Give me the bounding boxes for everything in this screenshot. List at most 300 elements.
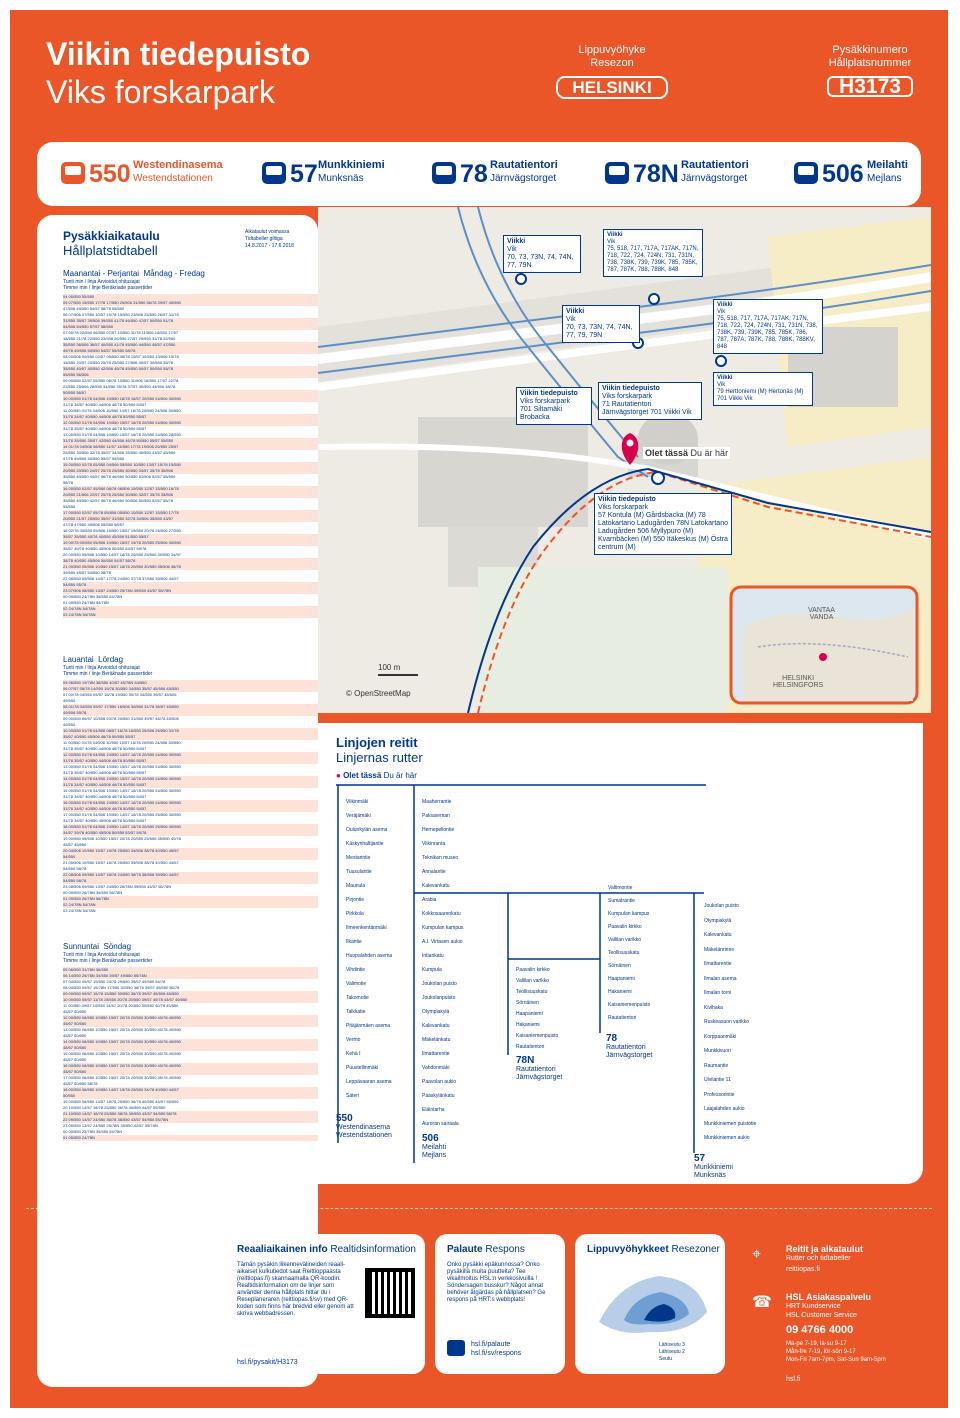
route-stop: Kumpulan kampus [422, 925, 464, 931]
zone-badge: HELSINKI [556, 76, 667, 99]
timetable-row: 35/550 40/57 40/550 42/506 45/78 45/550 50/57 50/550 55/78 [63, 366, 318, 372]
route-column-78 [608, 885, 688, 1028]
line-destination: Rautatientori Järnvägstorget [681, 159, 749, 184]
timetable-row: 31/78 34/57 40/550 44/506 46/78 50/550 54/57 [63, 806, 318, 812]
timetable-row: 02 24/78N 54/78N [63, 902, 318, 908]
timetable-row: 45/57 50/550 [63, 1069, 318, 1075]
route-end-506: 506 Meilahti Mejlans [422, 1133, 447, 1159]
route-stop: Vallilan varikko [516, 978, 549, 984]
qr-code-icon[interactable] [365, 1268, 415, 1318]
route-stop: Joukolan puisto [422, 981, 457, 987]
route-stop: Hakaniemi [516, 1022, 540, 1028]
realtime-title: Reaaliaikainen info Realtidsinformation [237, 1244, 416, 1255]
chat-icon [447, 1340, 465, 1356]
zone-map [589, 1262, 713, 1342]
line-bar [37, 142, 921, 206]
route-stop: Arabia [422, 897, 437, 903]
timetable-row: 21 00/550 05/506 10/550 15/57 18/78 20/550 30/550 35/506 38/78 [63, 564, 318, 570]
timetable-row: 31/78 35/57 40/550 44/506 46/78 50/550 55/57 [63, 426, 147, 431]
timetable-row: 12 00/550 06/550 10/550 15/57 20/78 20/550 30/550 40/78 40/550 [63, 1015, 318, 1021]
route-stop: Ruskeasuon varikko [704, 1019, 750, 1025]
map-credit: © OpenStreetMap [346, 689, 411, 698]
route-stop: Paavolan aukio [422, 1079, 457, 1085]
zone-legend [659, 1342, 685, 1363]
timetable-row: 00 09/550 25/78N 39/550 54/78N [63, 1129, 123, 1134]
timetable-row: 10 00/550 01/78 04/506 10/550 16/78 16/57 20/550 24/506 30/550 [63, 396, 318, 402]
timetable-row: 18/550 21/78 22/550 23/506 26/550 27/57 29/550 31/78 32/550 [63, 336, 176, 341]
timetable-row: 31/550 35/57 39/506 39/550 41/78 46/550 47/57 50/550 51/78 [63, 318, 318, 324]
route-stop: Laajalahden aukio [704, 1106, 745, 1112]
timetable-row: 05 06/550 19/78N 36/550 40/57 45/78N 54/550 [63, 680, 318, 686]
timetable-row: 07 00/78 02/550 06/550 07/57 10/550 11/78 11/506 14/550 17/57 [63, 330, 179, 335]
timetable-row: 11 00/550 01/78 04/506 10/550 14/57 16/78 20/550 24/506 30/550 [63, 408, 181, 413]
route-stop: Kalevankatu [422, 883, 450, 889]
timetable-row: 03 24/78N 54/78N [63, 612, 318, 618]
route-stop: Munkkiniemen puistotie [704, 1120, 757, 1127]
route-stop: Talkkatie [346, 1009, 366, 1015]
weekday-rows [63, 294, 318, 618]
route-column-550 [346, 799, 410, 1107]
service-hours: Ma-pe 7-19, la-su 9-17 Mån-fre 7-19, lör-sön 9-17 Mon-Fri 7am-7pm, Sat-Sun 9am-5pm [786, 1341, 886, 1363]
route-stop: Kaisaniemenpuisto [608, 1002, 651, 1008]
route-stop: Kaisaniemenpuisto [516, 1033, 559, 1039]
map-pin-icon: ⌖ [752, 1246, 762, 1263]
line-destination: Westendinasema Westendstationen [133, 159, 223, 184]
line-destination: Meilahti Mejlans [867, 159, 908, 184]
route-stop: Pääskylänkatu [422, 1093, 455, 1099]
stop-number-badge: H3173 [827, 76, 913, 97]
timetable-row: 01 09/550 26/78N 56/78N [63, 896, 318, 902]
timetable-row: 49/78 49/506 50/550 54/57 55/550 58/78 [63, 348, 318, 354]
timetable-row: 12 00/550 01/78 04/506 10/550 14/57 16/78 20/550 24/506 30/550 [63, 752, 318, 758]
timetable-row: 08 00/506 00/550 02/57 05/550 06/78 10/57 10/550 13/506 15/78 [63, 354, 179, 359]
route-stop: Ilmalan torni [704, 990, 732, 996]
route-stop: Paavalin kirkko [608, 924, 642, 930]
bus-icon [61, 162, 85, 184]
timetable-row: 17 00/550 01/78 04/506 10/550 14/57 16/78 20/550 25/506 30/550 [63, 812, 181, 817]
timetable-row: 17 00/550 02/57 05/78 05/506 05/550 10/550 12/57 15/550 17/78 [63, 510, 318, 516]
timetable-row: 22/550 25/506 28/550 34/550 35/78 37/57 40/550 44/506 48/78 [63, 384, 176, 389]
timetable-row: 20 10/550 14/57 18/78 25/550 36/78 40/550 44/57 55/550 [63, 1105, 166, 1110]
timetable-row: 00 09/550 26/78N 39/550 56/78N [63, 890, 123, 895]
timetable-row: 10 00/550 01/78 04/506 08/57 16/78 16/550 25/506 26/550 31/78 [63, 728, 318, 734]
timetable-row: 25/550 30/506 32/78 35/57 34/506 35/550 40/550 43/57 45/550 [63, 450, 176, 455]
route-stop: Hakaniemi [608, 989, 632, 995]
bus-icon [605, 162, 629, 184]
sunday-rows [63, 967, 318, 1141]
map-stop-label: Viikin tiedepuisto Viks forskarpark 701 Siltamäki Brobacka [516, 387, 592, 425]
timetable-row: 00 09/550 24/78N 39/550 54/78N [63, 594, 123, 599]
timetable-row: 06 14/550 25/78N 34/550 39/57 49/550 55/78N [63, 973, 318, 979]
route-column-57 [704, 903, 794, 1150]
map-stop-label: Viikki Vik 79 Herttoniemi (M) Hertonäs (M) 701 Viikki Vik [713, 372, 813, 406]
route-stop: Mäkelänkatu [422, 1037, 451, 1043]
timetable-row: 23 07/506 08/550 13/57 24/550 25/78N 39/550 43/57 55/78N [63, 588, 318, 594]
zone-legend-item: Lähiseutu 3 [659, 1342, 685, 1348]
timetable-row: 09 00/550 02/57 05/550 08/78 10/550 11/506 16/550 17/57 22/78 [63, 378, 179, 383]
timetable-row: 18 02/78 05/550 09/506 15/550 15/57 19/550 20/78 25/506 27/550 [63, 528, 181, 533]
route-stop: Mestarintie [346, 855, 371, 861]
timetable-row: 49/506 55/78 [63, 710, 318, 716]
zones-title: Lippuvyöhykkeet Resezoner [587, 1244, 720, 1255]
route-stop: Haapaniemi [516, 1011, 543, 1017]
header [10, 10, 948, 130]
timetable-row: 18 00/550 06/550 10/550 14/57 19/78 25/550 34/78 40/550 44/57 [63, 1087, 318, 1093]
routes-title-fi: Linjojen reitit [336, 735, 418, 750]
validity: Aikataulut voimassa Tidtabeller giltiga 14.8.2017 - 17.6.2018 [245, 229, 294, 249]
timetable-row: 08 01/78 04/550 09/57 17/550 18/506 30/550 31/78 36/57 45/550 [63, 704, 318, 710]
route-stop: Paloaseman [422, 813, 450, 819]
route-stop: Paavalin kirkko [516, 967, 550, 973]
timetable-row: 04 05/550 55/550 [63, 294, 318, 300]
route-stop: Vallilan varikko [608, 937, 641, 943]
timetable-row: 16 00/550 06/550 10/550 15/57 20/78 20/550 30/550 40/78 40/550 [63, 1063, 318, 1069]
route-stop: Pitäjänmäen asema [346, 1023, 391, 1029]
timetable-row: 45/57 50/550 [63, 1045, 318, 1051]
timetable-row: 22 09/550 14/57 24/550 36/78 38/550 43/57 54/550 55/78N [63, 1117, 318, 1123]
timetable-row: 08 04/550 09/57 15/78N 17/550 30/550 36/78 39/57 45/550 56/78 [63, 985, 180, 990]
timetable-row: 35/57 40/550 45/506 46/78 50/550 55/57 [63, 734, 318, 740]
timetable-row: 16 00/550 01/78 04/506 10/550 14/57 16/78 20/550 24/506 30/550 [63, 800, 318, 806]
timetable-row: 50/550 [63, 1093, 318, 1099]
stop-number-label-sv: Hållplatsnummer [828, 57, 912, 69]
sunday-heading: Sunnuntai Söndag [63, 942, 132, 951]
timetable-row: 01 05/550 24/78N [63, 1135, 318, 1141]
timetable-row: 23 09/550 13/57 24/550 25/78N 39/550 42/57 55/78N [63, 1123, 158, 1128]
line-destination: Rautatientori Järnvägstorget [490, 159, 558, 184]
timetable-row: 54/550 55/78 [63, 582, 318, 588]
timetable-row: 16 00/550 02/57 05/550 06/78 06/506 10/550 12/57 15/550 16/78 [63, 486, 318, 492]
route-stop: Kalevankatu [704, 932, 732, 938]
timetable-row: 35/57 39/78 40/550 45/506 50/550 54/57 59/78 [63, 546, 147, 551]
route-stop: Vihdintie [346, 967, 366, 973]
route-stop: Valimotie [346, 981, 367, 987]
stop-number-label-fi: Pysäkkinumero [832, 44, 908, 56]
timetable-row: 10 00/550 09/57 11/78 15/550 20/78 25/550 39/57 40/78 43/57 49/550 [63, 997, 318, 1003]
hsl-logo-icon [50, 1256, 120, 1326]
timetable-row: 31/78 35/550 35/57 42/550 44/506 46/78 50/550 55/57 55/550 [63, 438, 318, 444]
realtime-card [225, 1234, 425, 1374]
route-stop: Ilmeenkentänmäki [346, 925, 387, 931]
bus-icon [794, 162, 818, 184]
route-stop: Viikinmäki [346, 799, 369, 805]
timetable-row: 45/57 50/550 [63, 1009, 87, 1014]
timetable-row: 31/78 35/57 40/550 44/506 46/78 50/550 55/57 [63, 758, 318, 764]
route-stop: Raumantie [704, 1062, 729, 1069]
timetable-row: 09 00/550 06/57 10/506 20/78 20/550 31/550 39/57 46/78 45/506 [63, 716, 179, 721]
route-stop: Mäkelänrinne [704, 946, 735, 953]
route-stop: Rautatientori [608, 1015, 637, 1021]
feedback-card [435, 1234, 565, 1374]
line-506 [794, 154, 919, 194]
feedback-text: Onko pysäkki epäkunnossa? Onko pysäkillä muita puutteita? Tee vikailmoitus HSL:n verkkosivuilla ! Söndersagen busskur? Något annat behöver åtgärdas på hållplatsen? Ge respons på HRT:s webbplats! [447, 1262, 546, 1303]
timetable-row: 23 08/506 09/550 13/57 24/550 26/78N 39/550 43/57 56/78N [63, 884, 172, 889]
route-stop: Rautatientori [516, 1044, 545, 1050]
timetable-row: 14 00/550 06/550 10/550 15/57 20/78 20/550 30/550 40/78 40/550 [63, 1039, 318, 1045]
line-550 [61, 154, 221, 194]
timetable-row: 22 08/506 09/550 14/57 18/78 24/550 38/78 38/506 39/550 44/57 [63, 872, 318, 878]
timetable-row: 35/550 40/550 44/57 46/78 46/550 50/550 51/506 52/57 55/550 [63, 474, 176, 479]
realtime-text: Tämän pysäkin liikennevälineiden reaali-aikaiset kulkutiedot saat Reittioppaasta (reittiopas.fi) skannaamalla QR-koodin. Realtidsinformation om de linjer som använder denna hållplats hittar du i Reseplaneraren (reittiopas.fi/sv) med QR-koden som finns här bredvid eller genom att skriva webbadressen. [237, 1262, 354, 1317]
route-stop: Tuusulantie [346, 869, 372, 875]
timetable-row: 31/78 34/57 40/550 44/506 46/78 50/550 55/57 [63, 414, 318, 420]
timetable-row: 54/506 54/550 57/57 58/550 [63, 324, 318, 330]
zone-legend-item: Lähiseutu 2 [659, 1349, 685, 1355]
hsl-link[interactable]: hsl.fi [786, 1376, 801, 1383]
route-panel [318, 723, 923, 1184]
line-destination: Munkkiniemi Munksnäs [318, 159, 385, 184]
route-stop: Pirjontie [346, 897, 365, 903]
timetable-row: 55/550 [63, 504, 76, 509]
line-number: 78N [633, 160, 679, 188]
route-stop: Oulunkylän asema [346, 827, 388, 833]
route-stop: Teollisuuskatu [516, 989, 548, 995]
timetable-row: 07 04/550 09/57 19/550 24/78 29/550 39/57 49/550 54/78 [63, 979, 166, 984]
timetable-row: 13 00/550 01/78 04/506 10/550 15/57 16/78 20/550 24/506 28/550 [63, 432, 181, 437]
hrt-logo-text: HRT [136, 1280, 194, 1311]
map-stop-label: Viikki Vik 75, 518, 717, 717A, 717AK, 717N, 718, 722, 724, 724N, 731, 731N, 738, 738K, 739, 739K, 785, 785K, 786, 787, 787A, 787K, 788, 788K, 788KV, 848 [713, 299, 823, 354]
route-stop: Olympiakylä [422, 1009, 450, 1015]
route-stop: Teollisuuskatu [608, 950, 640, 956]
route-stop: Valtimontie [608, 885, 633, 891]
feedback-links[interactable]: hsl.fi/palaute hsl.fi/sv/respons [471, 1341, 522, 1357]
timetable-row: 17 00/550 06/550 10/550 15/57 20/78 20/550 30/550 39/78 40/550 [63, 1075, 181, 1080]
stop-number [810, 44, 930, 97]
timetable-row: 15 00/550 06/550 10/550 15/57 20/78 20/550 30/550 40/78 40/550 [63, 1051, 181, 1056]
timetable-row: 07 00/78 04/550 09/57 18/78 19/550 30/78 34/550 39/57 45/506 [63, 692, 177, 697]
timetable-row: 35/550 40/550 42/57 46/78 46/550 50/506 50/550 52/57 55/78 [63, 498, 174, 503]
timetable-row: 39/550 45/57 54/550 58/78 [63, 570, 111, 575]
timetable-row: 54/550 58/78 [63, 878, 318, 884]
timetable-row: 21 05/506 10/550 15/57 18/78 25/550 35/506 38/78 40/550 44/57 [63, 860, 179, 865]
timetable-row: 31/78 34/57 40/550 44/506 46/78 50/550 54/57 [63, 402, 147, 407]
saturday-rows [63, 680, 318, 914]
timetable-panel [37, 215, 318, 1387]
route-stop: Maaherrantie [422, 799, 452, 805]
route-stop: Sörnäinen [516, 1000, 539, 1006]
timetable-row: 55/550 56/506 [63, 372, 318, 378]
route-stop: Kivihaka [704, 1004, 723, 1011]
timetable-row: 47/78 49/506 50/550 55/57 55/550 [63, 456, 125, 461]
route-stop: Pirkkola [346, 911, 364, 917]
route-stop: Kumpula [422, 967, 442, 973]
map-drawing [318, 207, 931, 713]
zone-label-fi: Lippuvyöhyke [578, 44, 646, 56]
route-stop: Huopalahden asema [346, 953, 393, 959]
phone-number[interactable]: 09 4766 4000 [786, 1324, 854, 1336]
timetable-row: 50/550 56/57 [63, 390, 318, 396]
timetable-row: 35/550 36/506 36/57 40/550 41/78 45/550 44/550 46/57 47/550 [63, 342, 318, 348]
timetable-row: 45/57 50/550 58/78 [63, 1081, 98, 1086]
timetable-row: 20 04/506 10/550 15/57 19/78 25/550 34/506 38/78 40/550 45/57 [63, 848, 318, 854]
route-end-78: 78 Rautatientori Järnvägstorget [606, 1033, 653, 1059]
stop-poster [10, 10, 948, 1408]
timetable-row: 34/57 39/78 40/550 45/506 50/550 53/57 59/78 [63, 830, 318, 836]
route-stop: Vermo [346, 1037, 361, 1043]
timetable-row: 54/550 58/78 [63, 866, 87, 871]
timetable-row: 14 00/550 01/78 04/506 10/550 15/57 16/78 20/550 24/506 30/550 [63, 776, 318, 782]
line-78 [432, 154, 582, 194]
timetable-row: 45/57 50/550 [63, 1057, 87, 1062]
routes-here: ● Olet tässä Du är här [336, 771, 417, 780]
route-stop: Leppävaaran asema [346, 1079, 392, 1085]
timetable-row: 05 06/550 31/78N 36/550 [63, 967, 318, 973]
timetable-row: 06 07/57 08/78 14/550 19/78 30/550 34/550 35/57 45/506 45/550 [63, 686, 318, 692]
route-stop: Sumatrantie [608, 898, 635, 904]
route-stop: Auroran sairaala [422, 1121, 459, 1127]
timetable-row: 31/78 34/57 40/550 44/506 46/78 50/550 54/57 [63, 794, 147, 799]
timetable-row: 14 01/78 04/506 08/550 11/57 14/550 17/78 19/506 20/550 25/57 [63, 444, 318, 450]
route-stop: A.I. Virtasen aukio [422, 939, 463, 945]
route-stop: Intiankatu [422, 953, 444, 959]
route-stop: Professorintie [704, 1091, 735, 1098]
route-stop: Kehä I [346, 1051, 361, 1057]
saturday-heading: Lauantai Lördag [63, 655, 124, 664]
route-stop: Joukolanpuisto [422, 995, 456, 1001]
timetable-row: 22 08/550 09/506 14/57 17/78 24/550 37/78 37/550 39/506 44/57 [63, 576, 179, 581]
timetable-row: 05 07/550 15/550 17/78 17/550 25/506 31/550 36/78 39/57 40/550 [63, 300, 318, 306]
line-78n [605, 154, 765, 194]
realtime-link[interactable]: hsl.fi/pysakit/H3173 [237, 1359, 298, 1366]
zone-label-sv: Resezon [590, 57, 634, 69]
area-map[interactable] [318, 207, 931, 713]
map-scale: 100 m [378, 663, 401, 672]
route-stop: Korppaanmäki [704, 1033, 737, 1040]
timetable-row: 20 00/550 05/506 10/550 14/57 18/78 20/550 25/506 30/550 34/57 [63, 552, 181, 557]
timetable-row: 03 24/78N 54/78N [63, 908, 96, 913]
route-end-550: 550 Westendinasema Westendstationen [336, 1113, 392, 1139]
sunday-legend: Tunti min / linja Arvioidut ohitusajat Timme min / linje Beräknade passertider [63, 952, 153, 964]
timetable-row: 20/550 20/550 24/57 25/78 25/550 30/550 34/57 35/78 35/506 [63, 468, 318, 474]
timetable-row: 20/550 21/506 22/57 25/78 25/550 30/550 32/57 35/78 35/506 [63, 492, 318, 498]
line-number: 57 [290, 160, 318, 188]
vantaa-label: VANTAA VANDA [808, 607, 835, 621]
weekday-heading: Maanantai - Perjantai Måndag - Fredag [63, 269, 205, 278]
timetable-row: 13 00/550 06/550 10/550 15/57 20/78 20/550 30/550 40/78 40/550 [63, 1027, 181, 1032]
route-stop: Puustellinmäki [346, 1065, 379, 1071]
map-stop-label: Viikin tiedepuisto Viks forskarpark 71 Rautatientori Järnvägstorget 701 Viikki Vik [598, 382, 702, 420]
route-stop: Käskynhaltijantie [346, 841, 384, 847]
route-end-57: 57 Munkkiniemi Munksnäs [694, 1153, 733, 1179]
map-stop-label: Viikki Vik 70, 73, 73N, 74, 74N, 77, 79N [503, 235, 581, 273]
route-stop: Sörnäinen [608, 963, 631, 969]
route-stop: Vahdonmäki [422, 1065, 450, 1071]
journey-planner-link[interactable]: reittiopas.fi [786, 1266, 820, 1273]
line-number: 506 [822, 160, 864, 188]
timetable-legend: Tunti min / linja Arvioidut ohitusajat Timme min / linje Beräknade passertider [63, 279, 153, 291]
timetable-row: 45/57 50/550 [63, 1033, 87, 1038]
ticket-zone [522, 44, 702, 99]
timetable-title-fi: Pysäkkiaikataulu [63, 229, 160, 243]
timetable-row: 49/550 [63, 698, 76, 703]
route-end-78n: 78N Rautatientori Järnvägstorget [516, 1055, 563, 1081]
timetable-row: 01 09/550 24/78N 54/78N [63, 600, 109, 605]
route-stop: Eläintarha [422, 1107, 445, 1113]
bus-icon [432, 162, 456, 184]
route-stop: Ilmalan asema [704, 975, 737, 982]
timetable-row: 12 00/550 01/78 04/506 10/550 15/57 16/78 20/550 24/506 30/550 [63, 420, 318, 426]
route-stop: Kumpulan kampus [608, 911, 650, 917]
timetable-row: 40/550 [63, 722, 76, 727]
timetable-row: 19 00/550 06/550 14/57 18/78 25/550 36/78 40/550 44/57 55/550 [63, 1099, 179, 1104]
route-column-506 [422, 799, 502, 1135]
timetable-row: 54/550 [63, 854, 318, 860]
timetable-row: 47/506 49/550 54/57 58/78 55/550 [63, 306, 125, 311]
line-number: 78 [460, 160, 488, 188]
timetable-row: 19 00/78 00/550 05/506 10/550 15/57 19/78 20/550 25/506 30/550 [63, 540, 318, 546]
route-stop: Kalevankatu [422, 1023, 450, 1029]
route-stop: Annalantie [422, 869, 446, 875]
bus-icon [262, 162, 286, 184]
line-number: 550 [89, 160, 131, 188]
line-57 [262, 154, 402, 194]
stop-title-fi: Viikin tiedepuisto [46, 36, 311, 72]
routes-title-sv: Linjernas rutter [336, 750, 423, 765]
timetable-row: 18 00/550 01/78 04/506 10/550 14/57 16/78 20/550 25/506 30/550 [63, 824, 318, 830]
timetable-row: 20/550 21/57 25/550 35/57 31/550 32/78 34/506 35/550 43/57 [63, 516, 318, 522]
route-stop: Ilmattarentie [422, 1051, 450, 1057]
route-stop: Takomotie [346, 995, 369, 1001]
timetable-row: 45/57 50/550 [63, 1021, 318, 1027]
timetable-row: 15/550 20/57 20/550 25/78 25/550 27/506 30/57 30/550 35/78 [63, 360, 174, 365]
stop-title-sv: Viks forskarpark [46, 74, 275, 110]
timetable-row: 47/78 47/550 49/506 55/550 58/57 [63, 522, 125, 527]
timetable-row: 06 07/506 07/550 10/57 15/78 15/550 23/506 25/550 26/57 31/78 [63, 312, 179, 317]
timetable-row: 13 00/550 01/78 04/506 10/550 15/57 16/78 20/550 24/506 30/550 [63, 764, 181, 769]
feedback-title: Palaute Respons [447, 1244, 525, 1255]
timetable-row: 31/78 35/57 40/550 44/506 46/78 50/550 54/57 [63, 746, 147, 751]
timetable-row: 35/57 35/550 40/78 40/550 45/506 51/550 55/57 [63, 534, 318, 540]
timetable-row: 11 00/550 01/78 04/506 10/550 15/57 16/78 20/550 24/506 30/550 [63, 740, 181, 745]
timetable-row: 09 00/550 09/57 15/78 15/550 30/550 36/78 39/57 45/506 46/550 [63, 991, 318, 997]
timetable-row: 56/78 [63, 480, 74, 485]
timetable-row: 31/78 34/57 40/550 45/506 46/78 50/550 54/57 [63, 818, 147, 823]
timetable-row: 15 00/550 02/78 05/550 04/506 05/550 10/550 13/57 15/78 15/550 [63, 462, 318, 468]
timetable-row: 19 00/550 05/506 10/550 15/57 20/78 20/550 25/506 35/550 40/78 [63, 836, 181, 841]
zones-card [575, 1234, 725, 1374]
route-stop: Olympiakylä [704, 917, 732, 924]
timetable-row: 02 24/78N 54/78N [63, 606, 318, 612]
map-stop-label: Viikin tiedepuisto Viks forskarpark 57 Kontula (M) Gårdsbacka (M) 78 Latokartano Ladugården 78N Latokartano Ladugården 506 Myllypuro (M) Kvarnbäcken (M) 550 Itäkeskus (M) Östra centrum (M) [594, 493, 732, 555]
headset-icon: ☎ [752, 1294, 772, 1311]
timetable-title-sv: Hållplatstidtabell [63, 243, 158, 258]
helsinki-label: HELSINKI HELSINGFORS [773, 675, 824, 689]
timetable-row: 45/57 45/550 [63, 842, 87, 847]
timetable-row: 38/78 40/550 45/506 50/550 54/57 58/78 [63, 558, 318, 564]
timetable-row: 21 10/550 14/57 18/78 25/550 38/78 39/550 43/57 54/550 58/78 [63, 1111, 318, 1117]
route-stop: Maunula [346, 883, 366, 889]
map-stop-label: Viikki Vik 70, 73, 73N, 74, 74N, 77, 79, 79N [562, 305, 640, 343]
route-stop: Ulvilantie 11 [704, 1077, 731, 1083]
route-stop: Ilmattarentie [704, 961, 732, 967]
route-stop: Viikinranta [422, 841, 446, 847]
timetable-row: 31/78 35/57 40/550 44/506 46/78 50/550 55/57 [63, 770, 147, 775]
zone-legend-item: Seutu [659, 1356, 673, 1362]
route-column-78n [516, 967, 592, 1055]
footer: HSL HRT Reaaliaikainen info Realtidsinformation Tämän pysäkin liikennevälineiden reaali-aikaiset kulkutiedot saat Reittioppaasta (reittiopas.fi) skannaamalla QR-koodin. Realtidsinformation om de linjer som använder denna hållplats hittar du i Reseplaneraren (reittiopas.fi/sv) med QR-koden som finns här bredvid eller genom att skriva webbadressen. hsl.fi/pysakit/H3173 Palaute Respons Onko pysäkki epäkunnossa? Onko pysäkillä muita puutteita? Tee vikailmoitus HSL:n verkkosivuilla ! Söndersagen busskur? Något annat behöver åtgärdas på hållplatsen? Ge respons på HRT:s webbplats! hsl.fi/palaute hsl.fi/sv/respons Lippuvyöhykkeet Resezoner Lähiseutu 3 Lähiseutu 2 Seutu ⌖ Reitit ja aikataulut Rutter och tidtabeller reittiopas.fi ☎ HSL Asiakaspalvelu HRT Kundservice HSL Customer Service 09 4766 4000 Ma-pe 7-19, la-su 9-17 Mån-fre 7-19, lör-sön 9-17 Mon-Fri 7am-7pm, Sat-Sun 9am-5pm hsl.fi [10, 1220, 948, 1408]
route-stop: Munkkiniemen aukio [704, 1135, 750, 1141]
route-stop: Kokkosaarenkatu [422, 911, 461, 917]
timetable-row: 31/78 34/57 40/550 44/506 46/78 50/550 54/57 [63, 782, 318, 788]
saturday-legend: Tunti min / linja Arvioidut ohitusajat Timme min / linje Beräknade passertider [63, 665, 153, 677]
you-are-here-label: Olet tässä Du är här [645, 448, 729, 458]
route-stop: Hernepellontie [422, 827, 455, 833]
route-stop: Teknikan museo [422, 855, 459, 861]
route-stop: Haapaniemi [608, 976, 635, 982]
route-stop: Joukolan puisto [704, 903, 739, 909]
hsl-logo-text: HSL [136, 1252, 192, 1283]
route-stop: Ilkantie [346, 939, 362, 945]
